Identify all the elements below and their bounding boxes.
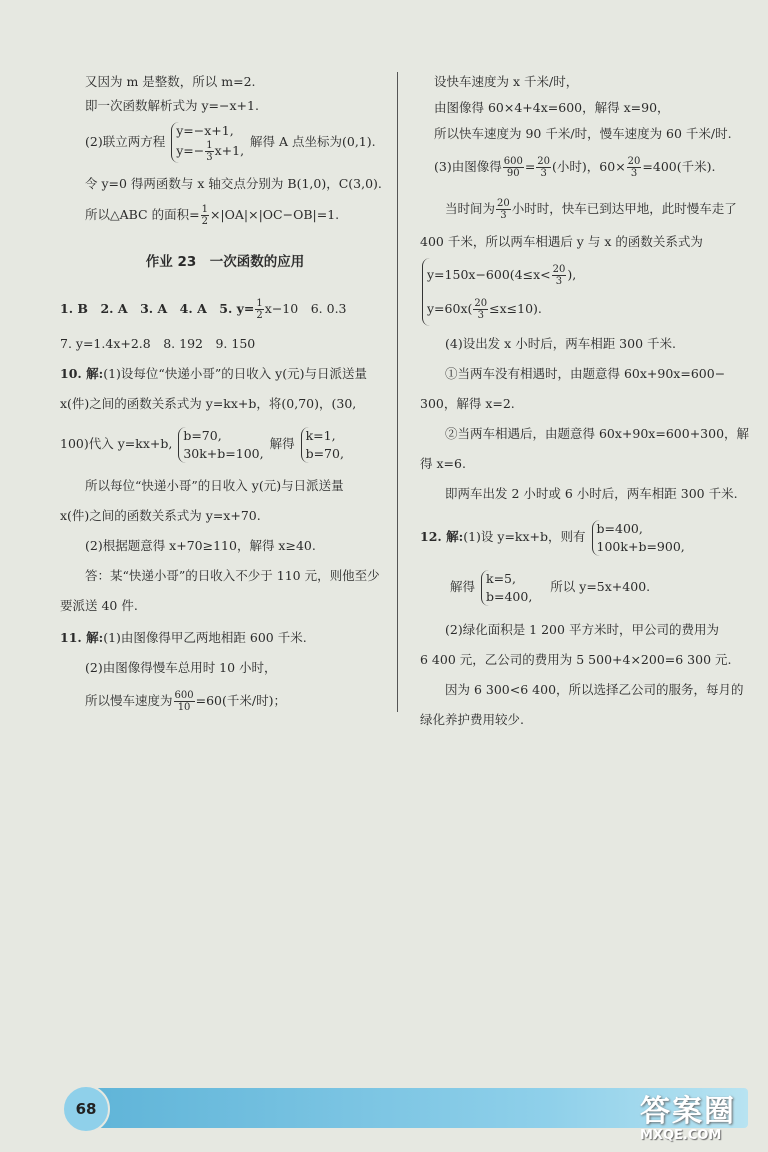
text-fragment: ( bbox=[467, 301, 473, 316]
numerator: 20 bbox=[627, 156, 641, 167]
fraction bbox=[201, 204, 209, 227]
text-fragment: 所以△ABC 的面积= bbox=[85, 207, 200, 222]
text-fragment: =400(千米). bbox=[642, 159, 716, 174]
text-line: (4)设出发 x 小时后，两车相距 300 千米. bbox=[445, 336, 676, 351]
text-fragment: y=− bbox=[176, 143, 205, 158]
text-line: 所以每位“快递小哥”的日收入 y(元)与日派送量 bbox=[85, 478, 344, 493]
text-fragment: 所以慢车速度为 bbox=[85, 693, 173, 708]
equation-system-line bbox=[60, 118, 390, 166]
text-line bbox=[60, 362, 390, 386]
text-line: (2)绿化面积是 1 200 平方米时，甲公司的费用为 bbox=[445, 622, 719, 637]
text-fragment: (1)由图像得甲乙两地相距 600 千米. bbox=[103, 630, 307, 645]
denominator: 3 bbox=[630, 168, 638, 179]
denominator: 3 bbox=[206, 152, 213, 163]
text-fragment: =60(千米/时)； bbox=[195, 693, 286, 708]
text-line: (2)根据题意得 x+70≥110，解得 x≥40. bbox=[85, 538, 316, 553]
watermark-url: MXQE.COM bbox=[640, 1128, 722, 1143]
equation bbox=[427, 258, 576, 292]
watermark-main: 答案圈 bbox=[640, 1094, 736, 1129]
text-line: ②当两车相遇后，由题意得 60x+90x=600+300，解 bbox=[445, 426, 750, 441]
numerator: 20 bbox=[537, 156, 551, 167]
text-fragment: (1)设 y=kx+b，则有 bbox=[463, 529, 586, 544]
fraction bbox=[503, 156, 524, 179]
equation: 100k+b=900, bbox=[596, 538, 685, 554]
equation-system bbox=[178, 427, 263, 463]
equation-system bbox=[301, 427, 344, 463]
equation: 30k+b=100, bbox=[183, 445, 264, 461]
text-fragment: ), bbox=[567, 267, 577, 282]
text-fragment: x+1, bbox=[214, 143, 245, 158]
fraction bbox=[552, 264, 567, 287]
text-fragment: = bbox=[524, 159, 536, 174]
equation-system bbox=[481, 570, 532, 606]
text-fragment: 解得 bbox=[269, 436, 295, 451]
text-fragment: 小时时，快车已到达甲地，此时慢车走了 bbox=[511, 201, 737, 216]
equation: b=70, bbox=[305, 445, 344, 461]
text-line: x(件)之间的函数关系式为 y=kx+b，将(0,70)，(30, bbox=[60, 396, 357, 411]
text-line: 要派送 40 件. bbox=[60, 598, 138, 613]
numerator: 600 bbox=[503, 156, 523, 167]
text-line: 400 千米，所以两车相遇后 y 与 x 的函数关系式为 bbox=[420, 234, 703, 249]
fraction bbox=[627, 156, 642, 179]
equation-system bbox=[171, 122, 244, 163]
question-number: 10. 解: bbox=[60, 366, 104, 381]
denominator: 3 bbox=[477, 310, 484, 321]
denominator: 10 bbox=[177, 702, 191, 713]
denominator: 90 bbox=[506, 168, 520, 179]
question-number: 12. 解: bbox=[420, 529, 464, 544]
text-fragment: (3)由图像得 bbox=[434, 159, 502, 174]
text-line bbox=[60, 626, 390, 650]
text-fragment: x−10 6. 0.3 bbox=[264, 301, 347, 316]
text-line: 6 400 元，乙公司的费用为 5 500+4×200=6 300 元. bbox=[420, 652, 732, 667]
text-line: 因为 6 300<6 400，所以选择乙公司的服务，每月的 bbox=[445, 682, 744, 697]
text-line: ①当两车没有相遇时，由题意得 60x+90x=600− bbox=[445, 366, 726, 381]
text-line bbox=[60, 682, 390, 720]
fraction bbox=[536, 156, 551, 179]
text-line bbox=[420, 190, 740, 228]
equation-system-line bbox=[420, 562, 740, 612]
equation: b=70, bbox=[183, 427, 222, 443]
equation: k=5, bbox=[486, 570, 516, 586]
text-line bbox=[420, 148, 740, 186]
text-line: 得 x=6. bbox=[420, 456, 466, 471]
denominator: 2 bbox=[256, 310, 263, 321]
text-fragment: 1. B 2. A 3. A 4. A 5. y= bbox=[60, 301, 255, 316]
text-fragment: (2)联立两方程 bbox=[85, 134, 166, 149]
text-line: x(件)之间的函数关系式为 y=x+70. bbox=[60, 508, 261, 523]
equation: k=1, bbox=[305, 427, 336, 443]
equation-system bbox=[592, 520, 685, 556]
equation bbox=[176, 140, 244, 163]
denominator: 2 bbox=[201, 216, 208, 227]
page-number: 68 bbox=[62, 1085, 110, 1133]
equation: b=400, bbox=[486, 588, 533, 604]
question-number: 11. 解: bbox=[60, 630, 104, 645]
fraction bbox=[473, 298, 488, 321]
text-fragment: 所以 y=5x+400. bbox=[550, 579, 651, 594]
denominator: 3 bbox=[540, 168, 547, 179]
text-line: 绿化养护费用较少. bbox=[420, 712, 524, 727]
numerator: 20 bbox=[474, 298, 488, 309]
answer-line bbox=[60, 290, 390, 328]
text-line: 由图像得 60×4+4x=600，解得 x=90， bbox=[434, 100, 670, 115]
text-fragment: (小时)，60× bbox=[552, 159, 626, 174]
text-fragment: 解得 A 点坐标为(0,1). bbox=[250, 134, 376, 149]
text-fragment: 100)代入 y=kx+b, bbox=[60, 436, 173, 451]
fraction bbox=[174, 690, 195, 713]
text-line: 300，解得 x=2. bbox=[420, 396, 515, 411]
text-line: 即一次函数解析式为 y=−x+1. bbox=[85, 98, 259, 113]
equation-system-line bbox=[420, 512, 740, 562]
text-fragment: (1)设每位“快递小哥”的日收入 y(元)与日派送量 bbox=[103, 366, 367, 381]
fraction bbox=[205, 140, 213, 163]
text-line: 设快车速度为 x 千米/时， bbox=[434, 74, 579, 89]
left-column bbox=[60, 70, 390, 720]
fraction bbox=[496, 198, 511, 221]
numerator: 1 bbox=[256, 298, 263, 309]
equation-system-line bbox=[60, 418, 390, 470]
numerator: 20 bbox=[552, 264, 566, 275]
numerator: 1 bbox=[201, 204, 208, 215]
text-line: (2)由图像得慢车总用时 10 小时， bbox=[85, 660, 277, 675]
equation: b=400, bbox=[596, 520, 643, 536]
watermark-logo bbox=[640, 1086, 760, 1146]
fraction bbox=[255, 298, 263, 321]
text-fragment: y=60x bbox=[427, 301, 468, 316]
text-fragment: 当时间为 bbox=[445, 201, 496, 216]
denominator: 3 bbox=[500, 210, 507, 221]
text-line: 即两车出发 2 小时或 6 小时后，两车相距 300 千米. bbox=[445, 486, 738, 501]
text-fragment: y=150x−600 bbox=[427, 267, 510, 282]
numerator: 600 bbox=[174, 690, 194, 701]
denominator: 3 bbox=[555, 276, 563, 287]
text-fragment: ≤x≤10). bbox=[489, 301, 542, 316]
equation bbox=[427, 292, 576, 326]
text-fragment: (4≤x< bbox=[509, 267, 551, 282]
equation: y=−x+1, bbox=[176, 123, 234, 138]
numerator: 1 bbox=[206, 140, 213, 151]
text-line bbox=[60, 196, 390, 234]
text-line: 令 y=0 得两函数与 x 轴交点分别为 B(1,0)，C(3,0). bbox=[85, 176, 382, 191]
right-column bbox=[420, 70, 750, 732]
column-divider bbox=[397, 72, 398, 712]
section-title: 作业 23 一次函数的应用 bbox=[145, 254, 305, 270]
numerator: 20 bbox=[497, 198, 510, 209]
text-line: 又因为 m 是整数，所以 m=2. bbox=[85, 74, 256, 89]
piecewise-function bbox=[420, 258, 740, 326]
answer-line: 7. y=1.4x+2.8 8. 192 9. 150 bbox=[60, 336, 256, 351]
text-line: 所以快车速度为 90 千米/时，慢车速度为 60 千米/时. bbox=[434, 126, 732, 141]
text-fragment: ×|OA|×|OC−OB|=1. bbox=[209, 207, 340, 222]
text-fragment: 解得 bbox=[450, 579, 476, 594]
equation-system bbox=[422, 258, 576, 326]
text-line: 答：某“快递小哥”的日收入不少于 110 元，则他至少 bbox=[85, 568, 380, 583]
